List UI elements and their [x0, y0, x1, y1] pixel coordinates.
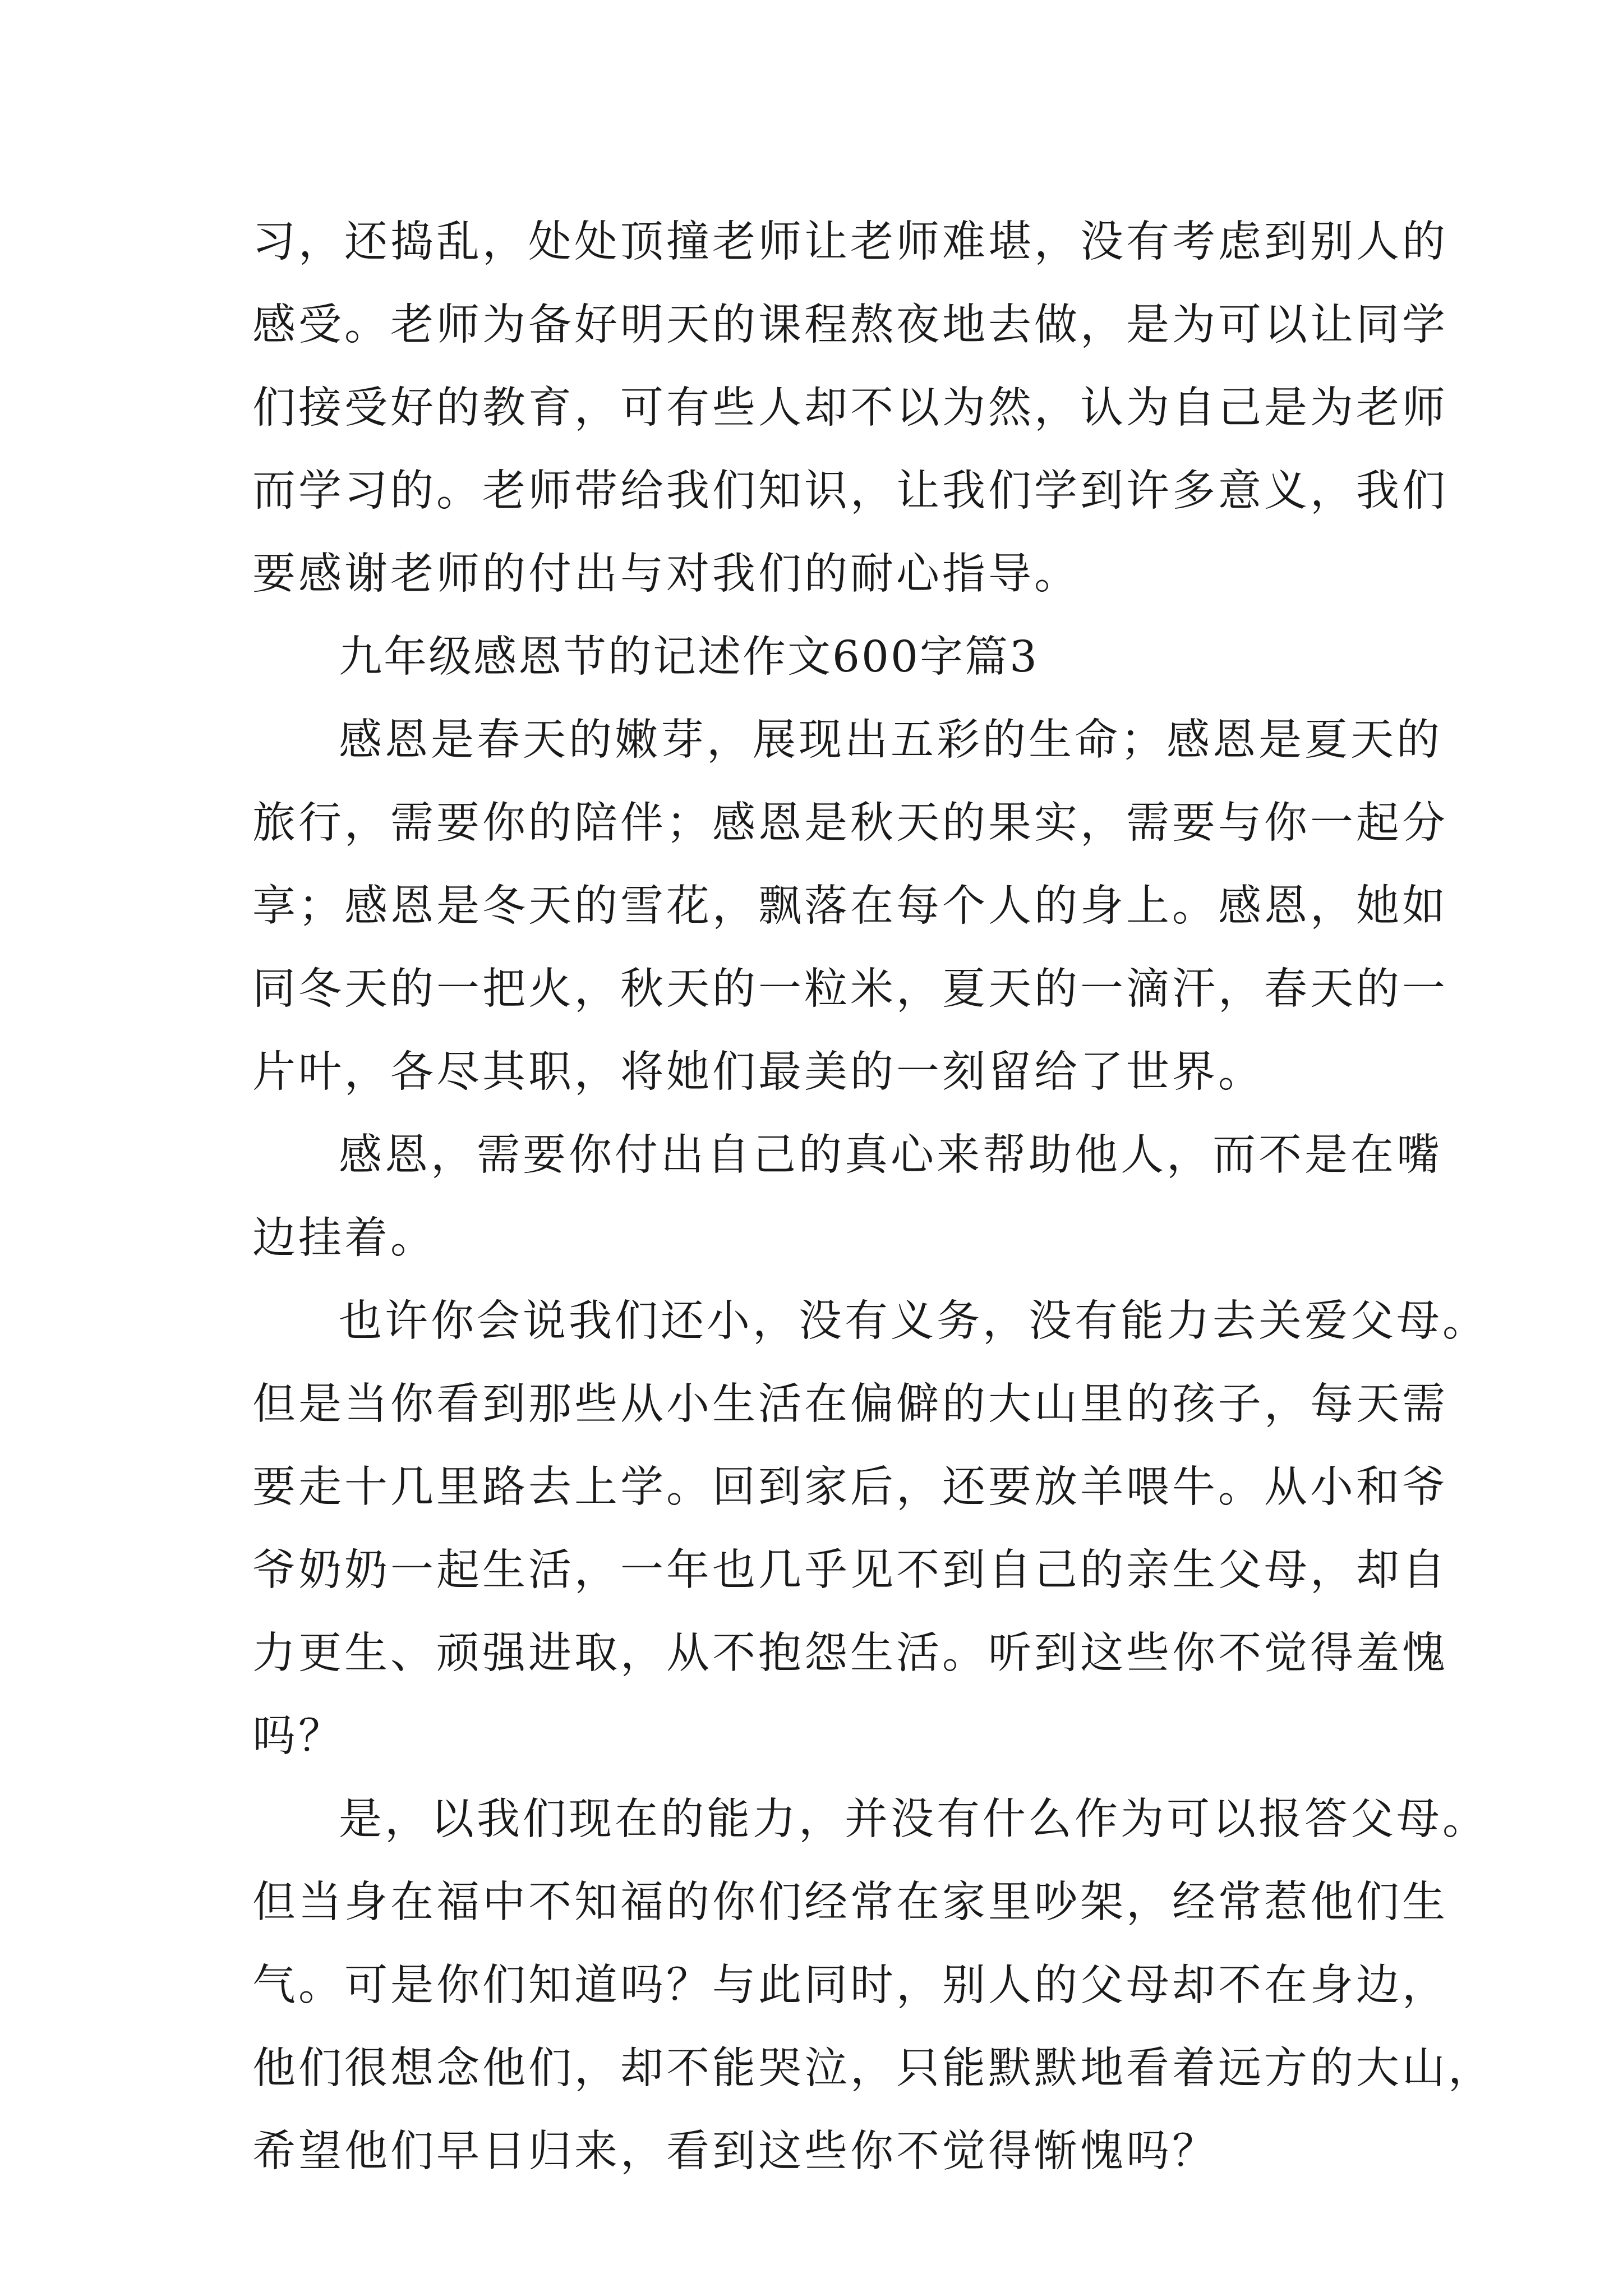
- text-line: 享；感恩是冬天的雪花，飘落在每个人的身上。感恩，她如: [252, 881, 1448, 931]
- text-line: 是，以我们现在的能力，并没有什么作为可以报答父母。: [339, 1795, 1488, 1844]
- text-line: 感恩是春天的嫩芽，展现出五彩的生命；感恩是夏天的: [339, 715, 1442, 765]
- text-line: 爷奶奶一起生活，一年也几乎见不到自己的亲生父母，却自: [252, 1545, 1448, 1595]
- text-line: 习，还捣乱，处处顶撞老师让老师难堪，没有考虑到别人的: [252, 217, 1448, 267]
- text-line: 力更生、顽强进取，从不抱怨生活。听到这些你不觉得羞愧: [252, 1628, 1448, 1678]
- text-line: 要感谢老师的付出与对我们的耐心指导。: [252, 549, 1080, 599]
- section-heading: 九年级感恩节的记述作文600字篇3: [339, 632, 1039, 682]
- text-line: 也许你会说我们还小，没有义务，没有能力去关爱父母。: [339, 1296, 1488, 1346]
- text-line: 片叶，各尽其职，将她们最美的一刻留给了世界。: [252, 1047, 1264, 1097]
- text-line: 感恩，需要你付出自己的真心来帮助他人，而不是在嘴: [339, 1130, 1442, 1180]
- text-line: 同冬天的一把火，秋天的一粒米，夏天的一滴汗，春天的一: [252, 964, 1448, 1014]
- text-line: 感受。老师为备好明天的课程熬夜地去做，是为可以让同学: [252, 300, 1448, 350]
- text-line: 旅行，需要你的陪伴；感恩是秋天的果实，需要与你一起分: [252, 798, 1448, 848]
- text-line: 但当身在福中不知福的你们经常在家里吵架，经常惹他们生: [252, 1878, 1448, 1927]
- text-line: 要走十几里路去上学。回到家后，还要放羊喂牛。从小和爷: [252, 1462, 1448, 1512]
- text-line: 吗？: [252, 1711, 344, 1761]
- text-line: 气。可是你们知道吗？与此同时，别人的父母却不在身边，: [252, 1961, 1448, 2010]
- text-line: 边挂着。: [252, 1213, 436, 1263]
- text-line: 他们很想念他们，却不能哭泣，只能默默地看着远方的大山，: [252, 2044, 1494, 2093]
- text-line: 希望他们早日归来，看到这些你不觉得惭愧吗？: [252, 2127, 1218, 2177]
- text-line: 们接受好的教育，可有些人却不以为然，认为自己是为老师: [252, 383, 1448, 433]
- text-line: 而学习的。老师带给我们知识，让我们学到许多意义，我们: [252, 466, 1448, 516]
- text-line: 但是当你看到那些从小生活在偏僻的大山里的孩子，每天需: [252, 1379, 1448, 1429]
